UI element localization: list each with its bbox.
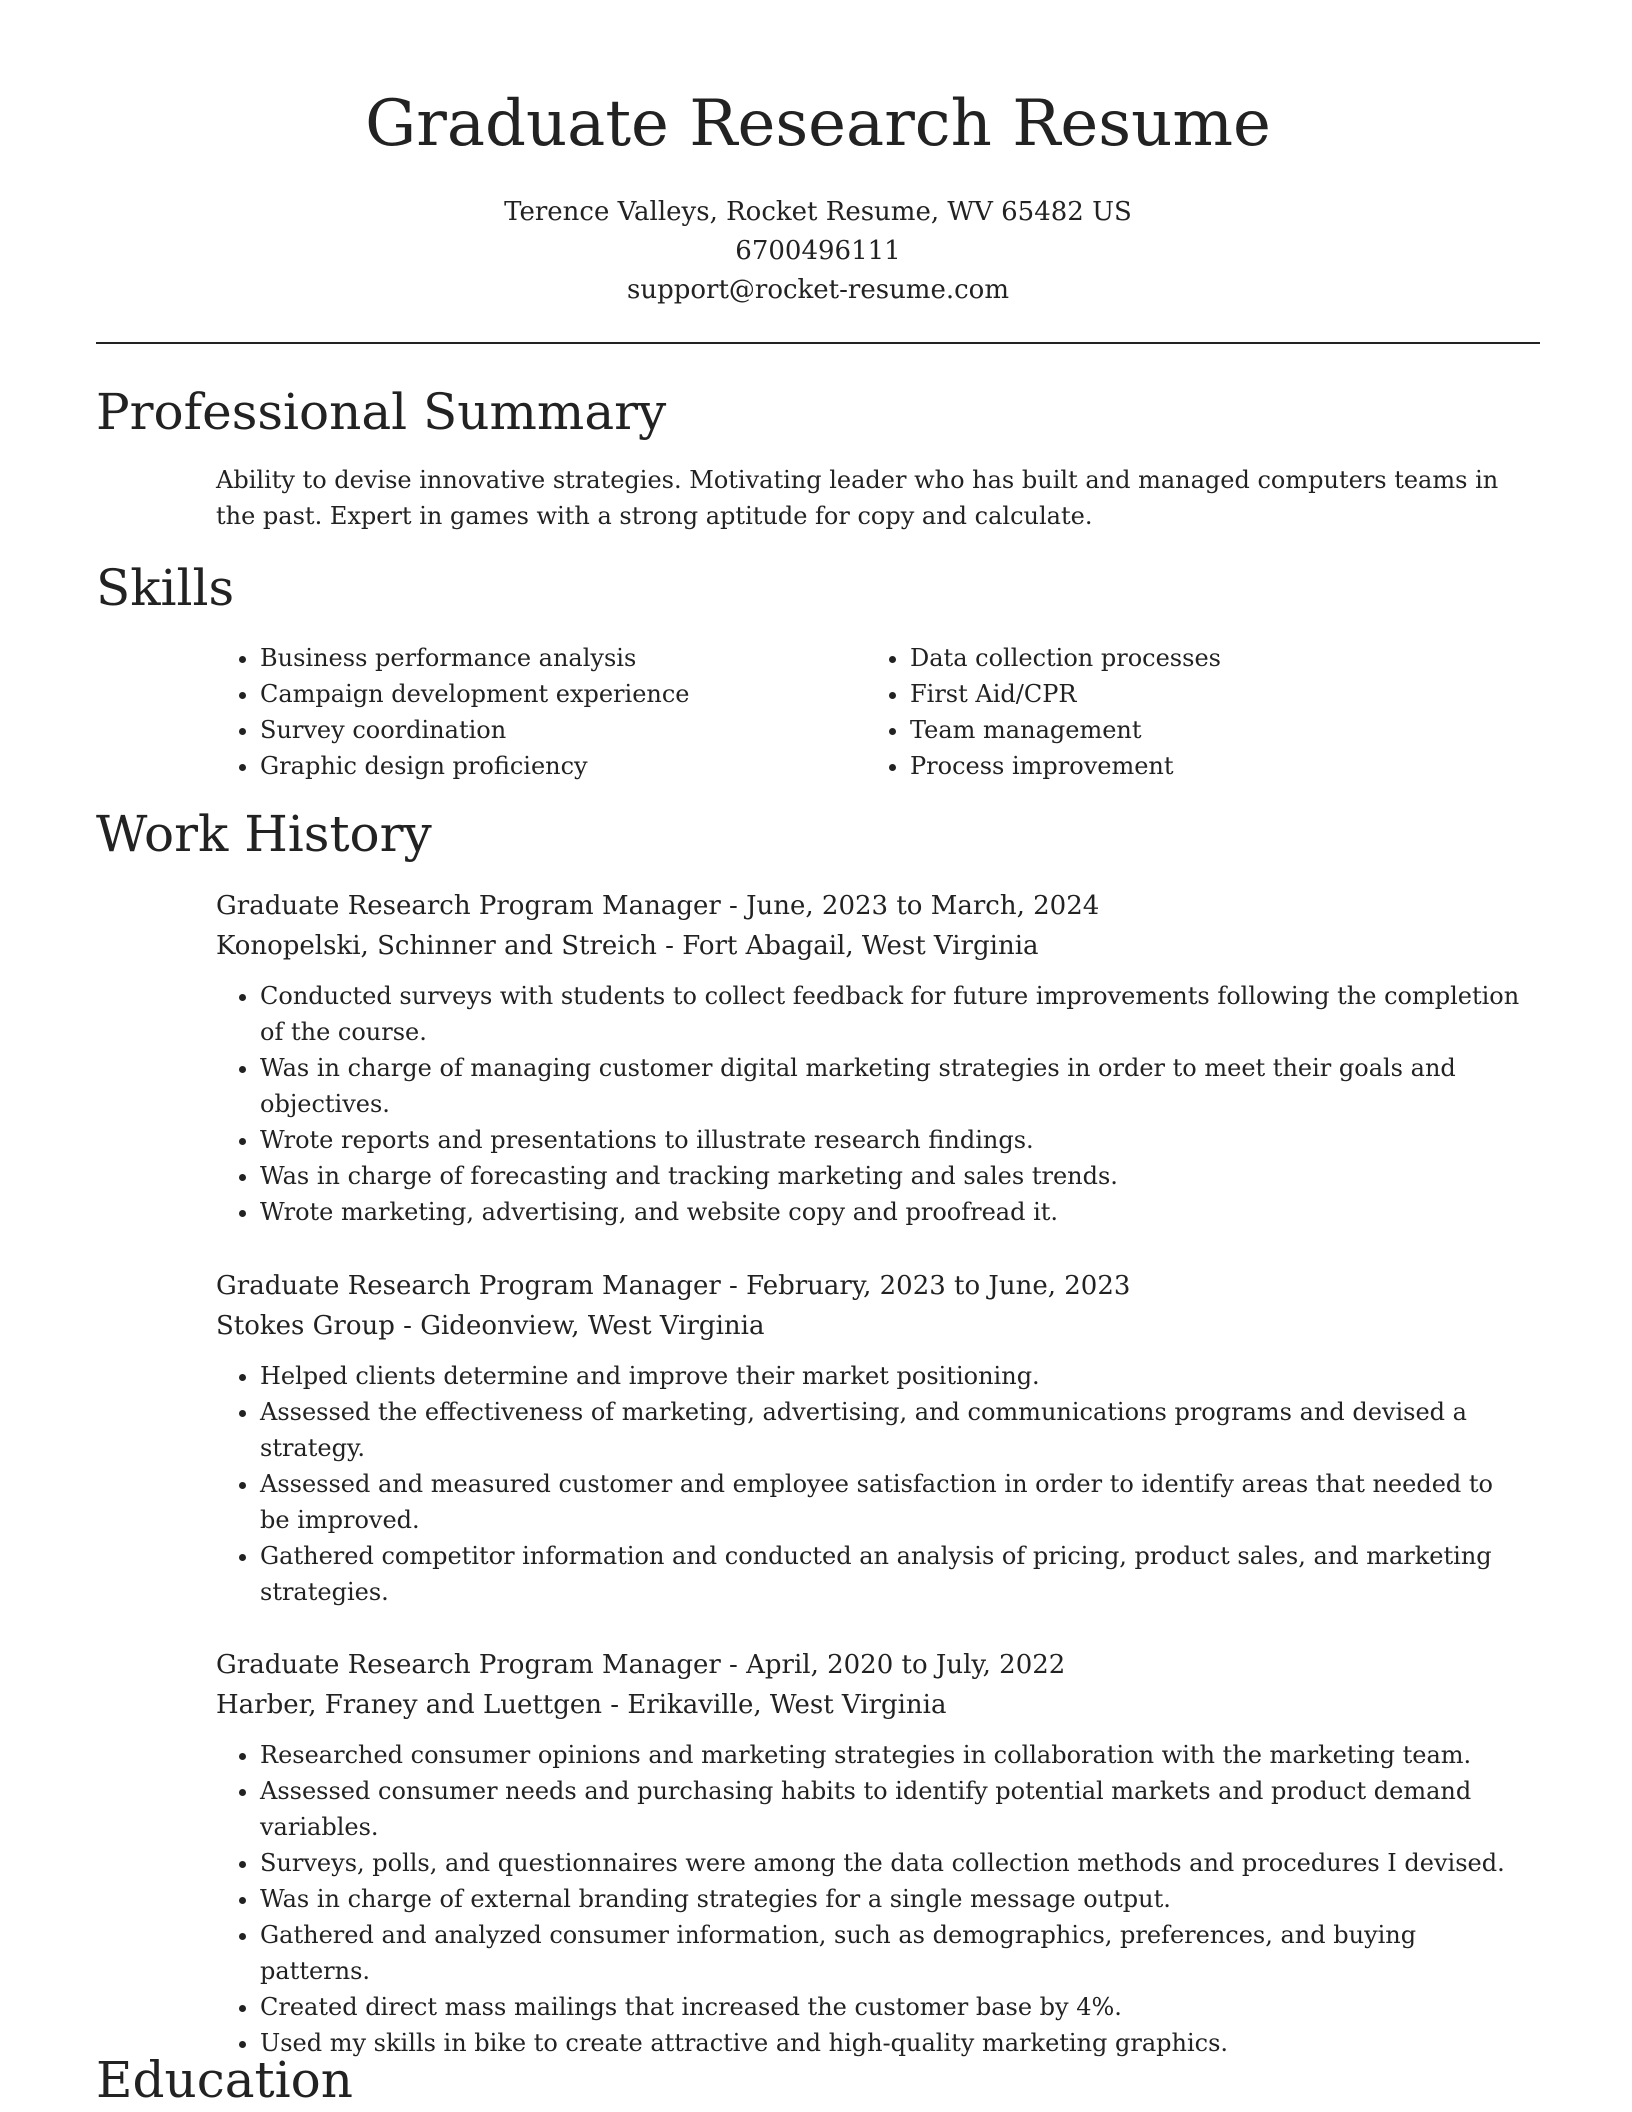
job-bullets <box>216 978 1540 1230</box>
job-title: Graduate Research Program Manager - February, 2023 to June, 2023 <box>216 1271 1131 1301</box>
job-bullet: • Assessed and measured customer and employee satisfaction in order to identify areas that needed to be improved. <box>260 1466 1540 1538</box>
job-entry <box>216 886 1540 1230</box>
job-bullet: • Wrote reports and presentations to illustrate research findings. <box>260 1122 1540 1158</box>
skills-list-left <box>216 640 860 784</box>
section-heading-education: Education <box>96 2051 353 2109</box>
job-bullet: • Gathered competitor information and conducted an analysis of pricing, product sales, and marketing strategies. <box>260 1538 1540 1610</box>
skill-item: • Survey coordination <box>260 712 860 748</box>
skill-item: • Process improvement <box>910 748 1510 784</box>
skills-list-right <box>866 640 1510 784</box>
skill-item: • Graphic design proficiency <box>260 748 860 784</box>
resume-title: Graduate Research Resume <box>365 87 1271 161</box>
header-divider <box>96 342 1540 344</box>
contact-address: Terence Valleys, Rocket Resume, WV 65482 US <box>504 197 1132 227</box>
section-heading-summary: Professional Summary <box>96 383 667 441</box>
contact-email: support@rocket-resume.com <box>626 275 1009 305</box>
contact-block <box>96 193 1540 310</box>
job-bullet: • Assessed consumer needs and purchasing habits to identify potential markets and product demand variables. <box>260 1773 1540 1845</box>
skill-item: • Campaign development experience <box>260 676 860 712</box>
job-entry <box>216 1645 1540 2061</box>
job-entry <box>216 1266 1540 1610</box>
job-bullet: • Conducted surveys with students to collect feedback for future improvements following the completion of the course. <box>260 978 1540 1050</box>
job-title: Graduate Research Program Manager - April, 2020 to July, 2022 <box>216 1650 1066 1680</box>
skill-item: • Data collection processes <box>910 640 1510 676</box>
job-bullet: • Gathered and analyzed consumer information, such as demographics, preferences, and buying patterns. <box>260 1917 1540 1989</box>
section-heading-work-history: Work History <box>96 805 432 863</box>
job-bullets <box>216 1737 1540 2061</box>
job-company: Stokes Group - Gideonview, West Virginia <box>216 1311 765 1341</box>
job-bullet: • Was in charge of forecasting and tracking marketing and sales trends. <box>260 1158 1540 1194</box>
job-bullet: • Created direct mass mailings that increased the customer base by 4%. <box>260 1989 1540 2025</box>
job-company: Konopelski, Schinner and Streich - Fort Abagail, West Virginia <box>216 931 1039 961</box>
job-bullets <box>216 1358 1540 1610</box>
job-bullet: • Helped clients determine and improve their market positioning. <box>260 1358 1540 1394</box>
job-bullet: • Was in charge of external branding strategies for a single message output. <box>260 1881 1540 1917</box>
skill-item: • Business performance analysis <box>260 640 860 676</box>
job-company: Harber, Franey and Luettgen - Erikaville, West Virginia <box>216 1690 947 1720</box>
summary-text: Ability to devise innovative strategies. Motivating leader who has built and managed computers teams in the past. Expert in games with a strong aptitude for copy and calculate. <box>216 466 1499 530</box>
skill-item: • First Aid/CPR <box>910 676 1510 712</box>
job-bullet: • Assessed the effectiveness of marketing, advertising, and communications programs and devised a strategy. <box>260 1394 1540 1466</box>
section-heading-skills: Skills <box>96 559 235 617</box>
job-bullet: • Used my skills in bike to create attractive and high-quality marketing graphics. <box>260 2025 1540 2061</box>
job-bullet: • Wrote marketing, advertising, and website copy and proofread it. <box>260 1194 1540 1230</box>
skill-item: • Team management <box>910 712 1510 748</box>
job-title: Graduate Research Program Manager - June, 2023 to March, 2024 <box>216 891 1100 921</box>
contact-phone: 6700496111 <box>735 236 901 266</box>
job-bullet: • Surveys, polls, and questionnaires were among the data collection methods and procedures I devised. <box>260 1845 1540 1881</box>
job-bullet: • Researched consumer opinions and marketing strategies in collaboration with the marketing team. <box>260 1737 1540 1773</box>
job-bullet: • Was in charge of managing customer digital marketing strategies in order to meet their goals and objectives. <box>260 1050 1540 1122</box>
